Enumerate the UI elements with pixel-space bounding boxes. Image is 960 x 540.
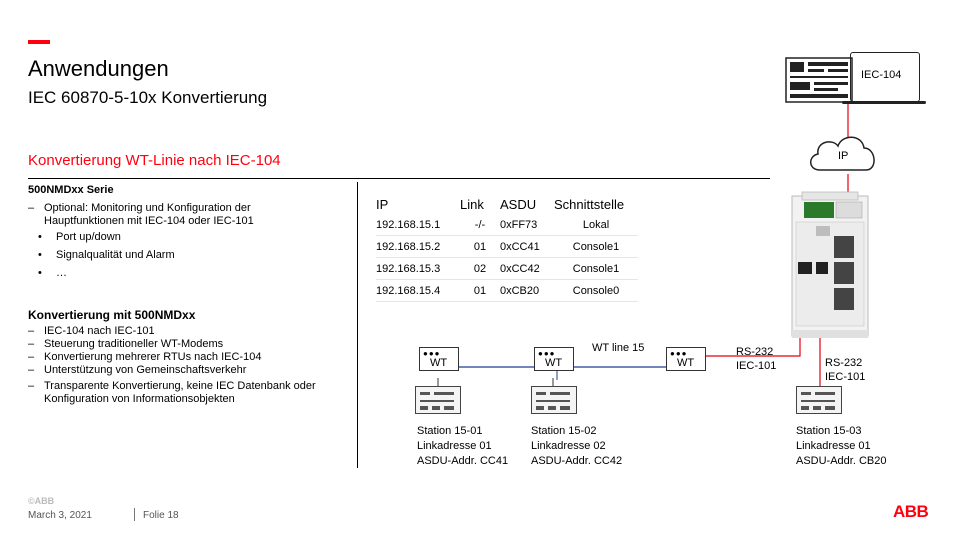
- ip-cloud: [806, 130, 880, 176]
- wt-modem: [534, 347, 574, 371]
- table-cell: Console1: [554, 236, 638, 258]
- led-dots: ●●●: [423, 349, 441, 358]
- table-cell: Console0: [554, 280, 638, 302]
- abb-logo: ABB: [893, 502, 929, 521]
- table-cell: 192.168.15.1: [376, 214, 460, 236]
- rs232-left-line2: IEC-101: [736, 360, 777, 372]
- table-cell: 0xCC42: [500, 258, 554, 280]
- table-cell: 192.168.15.4: [376, 280, 460, 302]
- rs232-right-line1: RS-232: [825, 357, 863, 369]
- table-cell: 0xFF73: [500, 214, 554, 236]
- station-label: [417, 424, 508, 469]
- station-name: Station 15-02: [531, 425, 597, 437]
- rs232-left-label: [736, 345, 776, 373]
- table-header-interface: Schnittstelle: [554, 196, 625, 212]
- rtu-icon: [531, 386, 577, 414]
- wt-label: WT: [430, 357, 448, 369]
- led-dots: ●●●: [670, 349, 688, 358]
- series-bullet: • Signalqualität und Alarm: [28, 246, 328, 264]
- table-cell: Lokal: [554, 214, 638, 236]
- series-bullet: • Port up/down: [28, 228, 328, 246]
- rtu-icon: [415, 386, 461, 414]
- table-cell: 0xCC41: [500, 236, 554, 258]
- rs232-left-line1: RS-232: [736, 346, 774, 358]
- conversion-item: – Transparente Konvertierung, keine IEC Datenbank oder Konfiguration von Informationsobjekten: [28, 380, 358, 406]
- station-asdu: ASDU-Addr. CB20: [796, 455, 887, 467]
- series-bullet: • …: [28, 264, 328, 282]
- table-cell: 192.168.15.3: [376, 258, 460, 280]
- conversion-item: – Unterstützung von Gemeinschaftsverkehr: [28, 364, 358, 377]
- conversion-item: – Konvertierung mehrerer RTUs nach IEC-104: [28, 351, 358, 364]
- table-header-link: Link: [460, 196, 484, 212]
- footer-copyright: ©ABB: [28, 496, 55, 506]
- table-cell: 192.168.15.2: [376, 236, 460, 258]
- station-link: Linkadresse 01: [796, 440, 871, 452]
- table-header-ip: IP: [376, 196, 389, 212]
- server-rack-icon: [776, 52, 856, 108]
- iec104-label: IEC-104: [861, 69, 902, 81]
- series-dash-item: – Optional: Monitoring und Konfiguration der Hauptfunktionen mit IEC-104 oder IEC-101: [28, 202, 328, 228]
- device-icon: [788, 190, 872, 342]
- laptop-base: [842, 101, 926, 104]
- table-header-asdu: ASDU: [500, 196, 537, 212]
- station-name: Station 15-03: [796, 425, 862, 437]
- wt-modem: [419, 347, 459, 371]
- footer-divider: [134, 508, 135, 521]
- rs232-left-line: [704, 266, 800, 356]
- table-cell: 01: [460, 280, 500, 302]
- page-title: Anwendungen: [28, 56, 169, 81]
- laptop-icon: [850, 52, 920, 102]
- section-title: Konvertierung WT-Linie nach IEC-104: [28, 152, 281, 169]
- footer-date: March 3, 2021: [28, 510, 92, 521]
- wt-modem: [666, 347, 706, 371]
- converter-device: [788, 190, 872, 342]
- control-center: [776, 52, 918, 106]
- station-label: [531, 424, 622, 469]
- footer-slide-number: Folie 18: [143, 510, 179, 521]
- page-subtitle: IEC 60870-5-10x Konvertierung: [28, 88, 268, 107]
- station-name: Station 15-01: [417, 425, 483, 437]
- station-label: [796, 424, 886, 469]
- table-cell: 02: [460, 258, 500, 280]
- conversion-heading: Konvertierung mit 500NMDxx: [28, 308, 196, 322]
- wt-line-label: WT line 15: [592, 342, 645, 354]
- table-cell: 01: [460, 236, 500, 258]
- rs232-right-label: [825, 356, 865, 384]
- station-link: Linkadresse 02: [531, 440, 606, 452]
- series-heading: 500NMDxx Serie: [28, 184, 114, 196]
- conversion-item: – IEC-104 nach IEC-101: [28, 325, 358, 338]
- cloud-label: IP: [838, 150, 849, 162]
- table-cell: Console1: [554, 258, 638, 280]
- station-link: Linkadresse 01: [417, 440, 492, 452]
- led-dots: ●●●: [538, 349, 556, 358]
- table-cell: 0xCB20: [500, 280, 554, 302]
- table-cell: -/-: [460, 214, 500, 236]
- wt-label: WT: [677, 357, 695, 369]
- rs232-right-line2: IEC-101: [825, 371, 866, 383]
- station-asdu: ASDU-Addr. CC42: [531, 455, 623, 467]
- conversion-item: – Steuerung traditioneller WT-Modems: [28, 338, 358, 351]
- rtu-icon: [796, 386, 842, 414]
- wt-label: WT: [545, 357, 563, 369]
- station-asdu: ASDU-Addr. CC41: [417, 455, 509, 467]
